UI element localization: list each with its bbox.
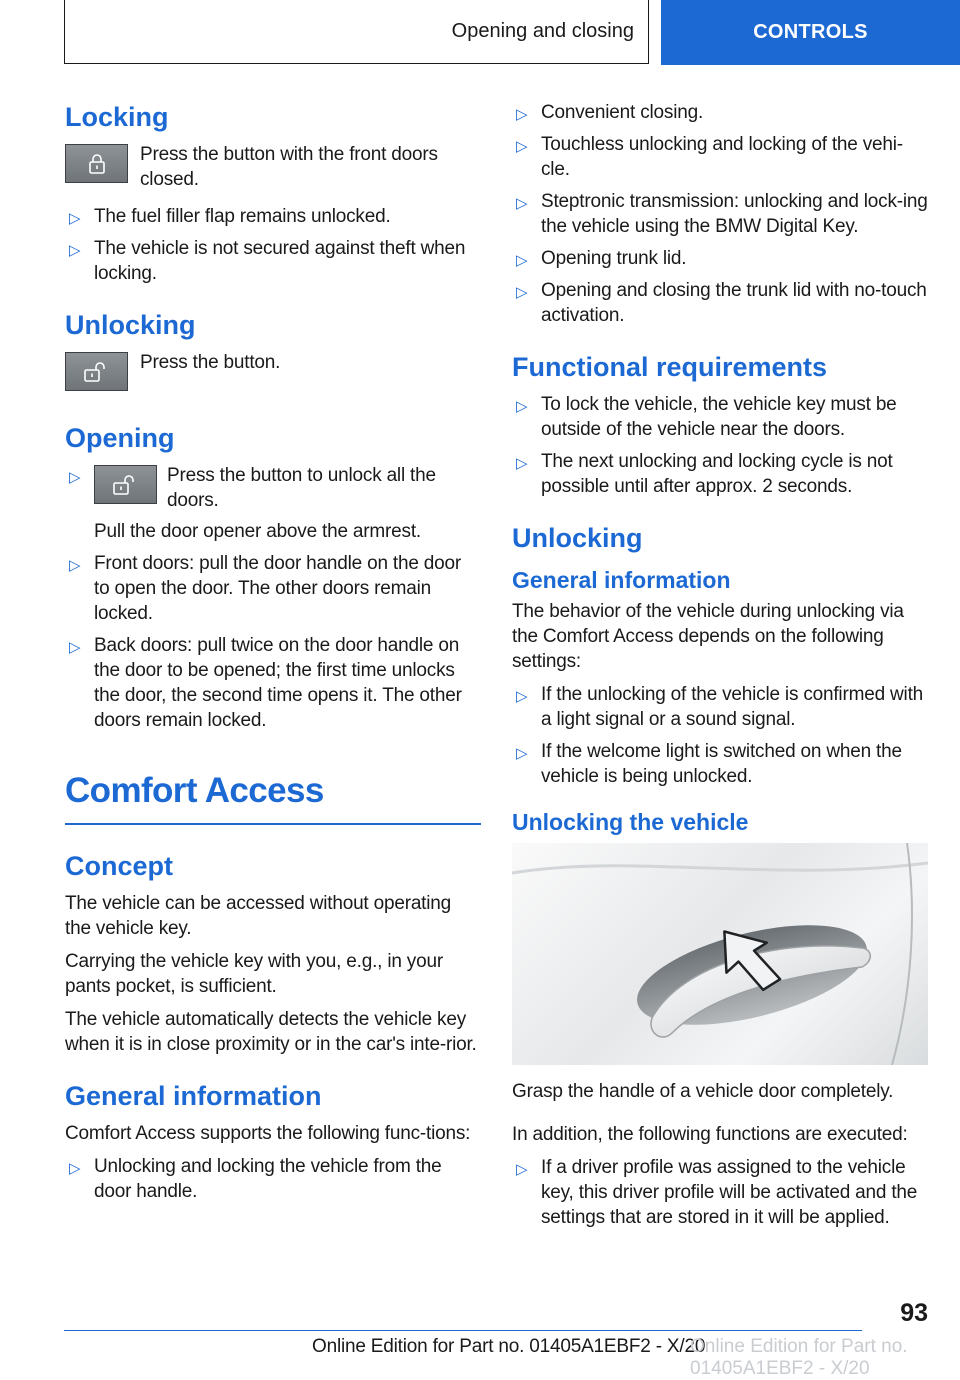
edition-text: Online Edition for Part no. 01405A1EBF2 - X/20 [312,1336,706,1357]
left-column [65,100,481,1211]
list-item: ▷ Convenient closing. [512,100,928,125]
concept-paragraph: Carrying the vehicle key with you, e.g., in your pants pocket, is sufficient. [65,951,443,997]
triangle-bullet-icon: ▷ [516,252,528,269]
triangle-bullet-icon: ▷ [516,284,528,301]
list-item: ▷ If a driver profile was assigned to the vehicle key, this driver profile will be activated and the settings that are stored in it will be applied. [516,1157,918,1228]
triangle-bullet-icon: ▷ [516,1161,528,1178]
general-info-bullets [512,682,928,789]
addition-paragraph: In addition, the following functions are executed: [512,1124,908,1145]
triangle-bullet-icon: ▷ [69,242,81,259]
page-number: 93 [900,1299,928,1327]
list-item: ▷ To lock the vehicle, the vehicle key must be outside of the vehicle near the doors. [516,394,897,440]
footer-rule [64,1330,862,1331]
comfort-access-heading: Comfort Access [65,771,324,810]
concept-paragraph: The vehicle can be accessed without operating the vehicle key. [65,893,452,939]
triangle-bullet-icon: ▷ [69,639,81,656]
header-chapter-tab[interactable] [661,0,960,65]
unlock-button-icon [65,352,128,391]
door-handle-image [512,843,928,1065]
locking-button-text: Press the button with the front doors closed. [140,144,438,190]
general-info-heading: General information [65,1081,322,1111]
opening-heading: Opening [65,423,175,453]
unlocking-button-row [65,350,481,391]
list-item: ▷ Opening and closing the trunk lid with no-touch activation. [516,280,927,326]
concept-heading: Concept [65,851,173,881]
list-item: ▷ Press the button to unlock all the doors. Pull the door opener above the armrest. [69,465,436,542]
comfort-functions-bullets [512,100,928,328]
functional-requirements-bullets [512,392,928,499]
general-info-bullets [65,1154,481,1204]
list-item: ▷ The vehicle is not secured against theft when locking. [69,238,466,284]
triangle-bullet-icon: ▷ [516,195,528,212]
triangle-bullet-icon: ▷ [516,398,528,415]
triangle-bullet-icon: ▷ [69,469,81,486]
addition-bullets [512,1155,928,1230]
unlocking-heading-right: Unlocking [512,523,643,553]
list-item: ▷ Touchless unlocking and locking of the vehi-cle. [516,134,903,180]
triangle-bullet-icon: ▷ [516,106,528,123]
lock-button-icon [65,144,128,183]
general-info-paragraph: Comfort Access supports the following func-tions: [65,1123,471,1144]
locking-bullets [65,204,481,286]
functional-requirements-heading: Functional requirements [512,352,828,382]
list-item: ▷ Front doors: pull the door handle on the door to open the door. The other doors remain locked. [69,553,462,624]
unlocking-heading: Unlocking [65,310,196,340]
list-item: ▷ The fuel filler flap remains unlocked. [65,204,481,229]
list-item: ▷ If the welcome light is switched on when the vehicle is being unlocked. [516,741,902,787]
right-column [512,100,928,1237]
unlocking-button-text: Press the button. [140,352,281,373]
list-item: ▷ Steptronic transmission: unlocking and lock-ing the vehicle using the BMW Digital Key. [516,191,928,237]
triangle-bullet-icon: ▷ [516,455,528,472]
list-item: ▷ Back doors: pull twice on the door handle on the door to be opened; the first time unlocks the door, the second time opens it. The other doors remain locked. [69,635,462,731]
locking-button-row [65,142,481,192]
triangle-bullet-icon: ▷ [69,1160,81,1177]
header-chapter-label: CONTROLS [753,21,868,43]
list-item: ▷ Opening trunk lid. [512,246,928,271]
opening-bullets [65,463,481,733]
triangle-bullet-icon: ▷ [69,557,81,574]
locking-heading: Locking [65,102,169,132]
header-section-box [64,0,649,64]
general-info-subheading: General information [512,567,731,593]
header-section-title: Opening and closing [451,20,634,42]
list-item: ▷ The next unlocking and locking cycle is not possible until after approx. 2 seconds. [516,451,893,497]
triangle-bullet-icon: ▷ [516,138,528,155]
triangle-bullet-icon: ▷ [69,210,81,227]
watermark-text: Online Edition for Part no. 01405A1EBF2 - X/20 [690,1336,908,1379]
section-rule [65,823,481,825]
triangle-bullet-icon: ▷ [516,745,528,762]
list-item: ▷ Unlocking and locking the vehicle from the door handle. [69,1156,442,1202]
concept-paragraph: The vehicle automatically detects the vehicle key when it is in close proximity or in the car's inte-rior. [65,1009,477,1055]
triangle-bullet-icon: ▷ [516,688,528,705]
list-item: ▷ If the unlocking of the vehicle is confirmed with a light signal or a sound signal. [516,684,924,730]
unlock-button-icon [94,465,157,504]
unlocking-vehicle-subheading: Unlocking the vehicle [512,809,749,835]
general-info-paragraph: The behavior of the vehicle during unlocking via the Comfort Access depends on the following settings: [512,601,904,672]
photo-caption: Grasp the handle of a vehicle door completely. [512,1081,894,1102]
